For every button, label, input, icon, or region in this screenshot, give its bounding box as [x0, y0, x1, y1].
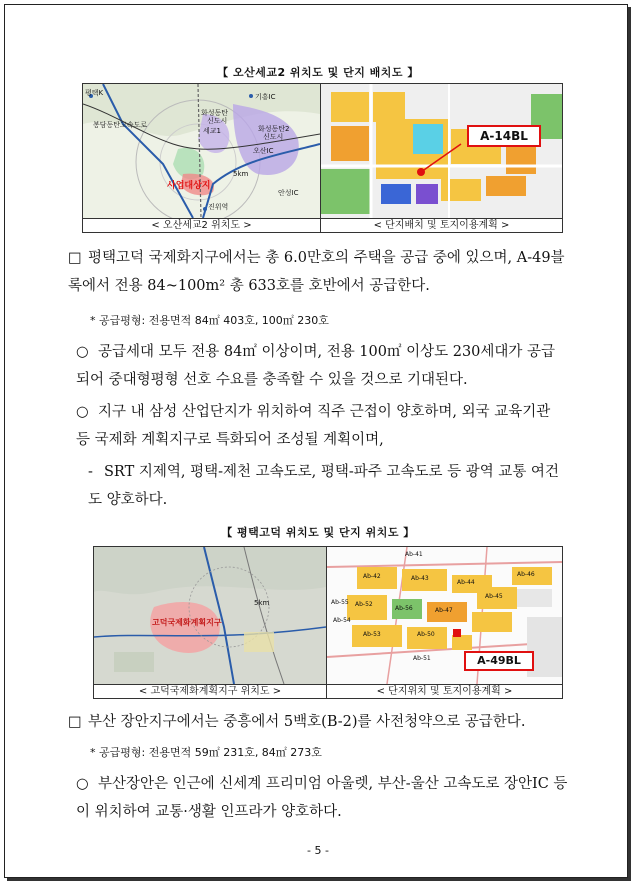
section1-bullet-1-text: 공급세대 모두 전용 84㎡ 이상이며, 전용 100㎡ 이상도 230세대가 공급되어 중대형평형 선호 수요를 충족할 수 있을 것으로 기대된다.: [76, 344, 556, 388]
figure2-right-map: [327, 547, 562, 684]
map-label: 사업대상지: [167, 181, 211, 191]
section2-note: * 공급평형: 전용면적 59㎡ 231호, 84㎡ 273호: [90, 746, 322, 759]
figure2-left-caption: < 고덕국제화계획지구 위치도 >: [94, 684, 326, 698]
block-label: Ab-56: [395, 605, 413, 612]
page-number: - 5 -: [307, 844, 329, 857]
map-label: 안성IC: [278, 189, 299, 197]
circle-bullet-icon: ○: [76, 776, 89, 792]
map-label: 봉담동탄고속도로: [93, 121, 148, 129]
map-label: 오산IC: [253, 147, 274, 155]
block-label: Ab-52: [355, 601, 373, 608]
section1-note: * 공급평형: 전용면적 84㎡ 403호, 100㎡ 230호: [90, 314, 329, 327]
figure1-right-caption: < 단지배치 및 토지이용계획 >: [321, 218, 562, 232]
block-label: Ab-50: [417, 631, 435, 638]
map-label: 신도시: [207, 117, 228, 125]
circle-bullet-icon: ○: [76, 404, 89, 420]
figure1-right-map: [321, 84, 562, 218]
map-label: 화성동탄2: [258, 125, 290, 133]
section2-bullet-text: 부산장안은 인근에 신세계 프리미엄 아울렛, 부산-울산 고속도로 장안IC 등이 위치하여 교통·생활 인프라가 양호하다.: [76, 776, 568, 820]
site-plan-osan: [321, 84, 562, 218]
map-label: 세교1: [203, 127, 221, 135]
square-bullet-icon: □: [68, 250, 82, 266]
section1-dash-text: SRT 지제역, 평택-제천 고속도로, 평택-파주 고속도로 등 광역 교통 여건도 양호하다.: [88, 464, 559, 508]
block-label: Ab-51: [413, 655, 431, 662]
map-label: 화성동탄: [201, 109, 229, 117]
figure1-left-caption: < 오산세교2 위치도 >: [83, 218, 320, 232]
block-label: Ab-47: [435, 607, 453, 614]
figure1-box: [82, 83, 563, 233]
block-label-a14: A-14BL: [467, 125, 541, 147]
block-label: Ab-45: [485, 593, 503, 600]
map-label: 기흥IC: [255, 93, 276, 101]
figure2-title: 【 평택고덕 위치도 및 단지 위치도 】: [221, 526, 415, 539]
figure2-right-caption: < 단지위치 및 토지이용계획 >: [327, 684, 562, 698]
block-label: Ab-54: [333, 617, 351, 624]
block-label: Ab-53: [363, 631, 381, 638]
section2-paragraph: [68, 708, 578, 736]
map-label: 고덕국제화계획지구: [152, 618, 222, 627]
section2-text: 부산 장안지구에서는 중흥에서 5백호(B-2)를 사전청약으로 공급한다.: [88, 714, 526, 730]
figure2-box: [93, 546, 563, 699]
block-label: Ab-46: [517, 571, 535, 578]
figure1-title: 【 오산세교2 위치도 및 단지 배치도 】: [217, 66, 419, 79]
figure1-left-map: [83, 84, 320, 218]
section2-bullet: [76, 770, 568, 826]
block-label: Ab-41: [405, 551, 423, 558]
map-label: 평택K: [85, 89, 104, 97]
map-label: 신도시: [263, 133, 284, 141]
section1-text: 평택고덕 국제화지구에서는 총 6.0만호의 주택을 공급 중에 있으며, A-49블록에서 전용 84~100m² 총 633호를 호반에서 공급한다.: [68, 250, 565, 294]
figure2-left-map: [94, 547, 326, 684]
section1-paragraph: [68, 244, 568, 300]
circle-bullet-icon: ○: [76, 344, 89, 360]
section1-bullet-2: [76, 398, 568, 454]
section1-bullet-1: [76, 338, 568, 394]
map-label: 5km: [233, 170, 249, 178]
map-label: 진위역: [208, 203, 229, 211]
map-label: 5km: [254, 599, 270, 607]
block-label: Ab-44: [457, 579, 475, 586]
section1-bullet-2-text: 지구 내 삼성 산업단지가 위치하여 직주 근접이 양호하며, 외국 교육기관 등 국제화 계획지구로 특화되어 조성될 계획이며,: [76, 404, 551, 448]
dash-bullet: -: [88, 464, 93, 480]
block-label: Ab-43: [411, 575, 429, 582]
section1-dash: [88, 458, 568, 514]
block-label: Ab-42: [363, 573, 381, 580]
location-map-godeok: [94, 547, 326, 684]
block-label: Ab-55: [331, 599, 349, 606]
block-label-a49: A-49BL: [464, 651, 534, 671]
square-bullet-icon: □: [68, 714, 82, 730]
